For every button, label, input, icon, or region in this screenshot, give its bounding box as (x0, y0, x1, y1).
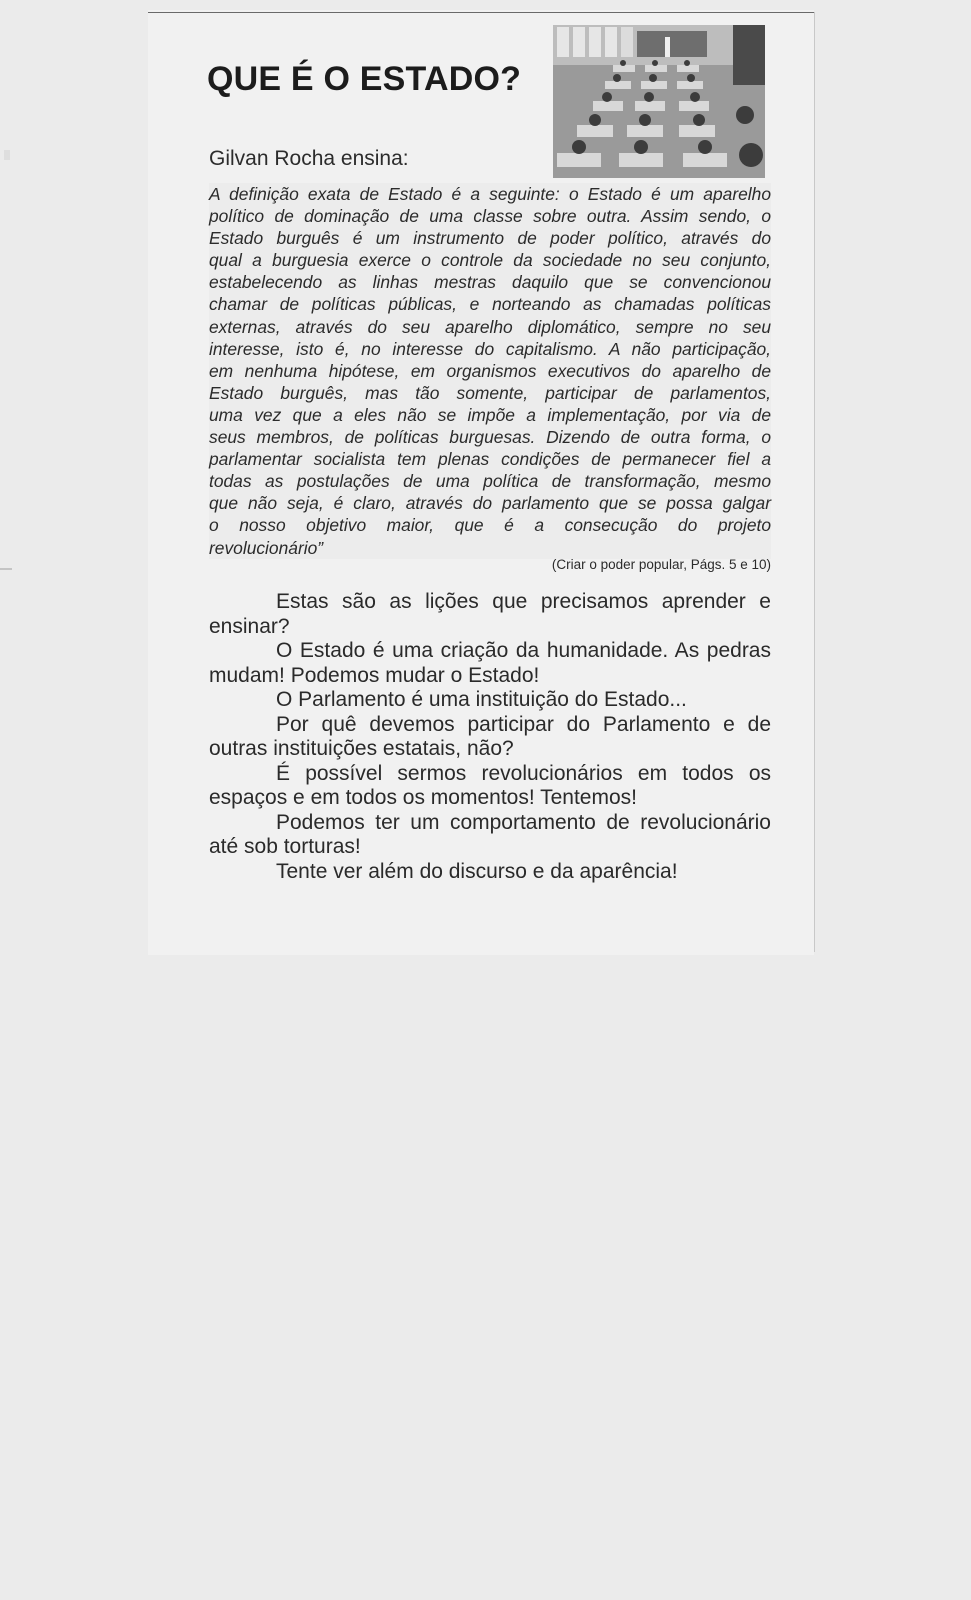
paragraph: Podemos ter um comportamento de revolucionário até sob torturas! (209, 810, 771, 858)
paragraph: Tente ver além do discurso e da aparência! (276, 859, 678, 883)
author-intro: Gilvan Rocha ensina: (209, 147, 409, 170)
scan-mark (0, 568, 12, 570)
quote-line: em nenhuma hipótese, em organismos executivos do aparelho de (209, 360, 771, 381)
quotation (209, 183, 771, 559)
page-right-edge (814, 12, 815, 952)
quote-line: externas, através do seu aparelho diplomático, sempre no seu (209, 316, 771, 337)
quote-line: Estado burguês, mas tão somente, participar de parlamentos, (209, 382, 771, 403)
quote-line: qual a burguesia exerce o controle da sociedade no seu conjunto, (209, 250, 771, 271)
quote-line: revolucionário” (209, 537, 324, 558)
quote-line: que não seja, é claro, através do parlamento que se possa galgar (209, 493, 771, 514)
quote-line: Estado burguês é um instrumento de poder político, através do (209, 228, 771, 249)
body-text (209, 590, 771, 884)
paragraph: O Parlamento é uma instituição do Estado... (276, 688, 687, 711)
quote-line: A definição exata de Estado é a seguinte: o Estado é um aparelho (209, 184, 771, 204)
quote-line: chamar de políticas públicas, e norteando as chamadas políticas (209, 294, 771, 315)
page-title: QUE É O ESTADO? (207, 60, 522, 98)
paragraph: É possível sermos revolucionários em todos os espaços e em todos os momentos! Tentemos! (209, 761, 771, 809)
quote-line: todas as postulações de uma política de transformação, mesmo (209, 471, 771, 492)
paragraph: Estas são as lições que precisamos aprender e ensinar? (209, 590, 771, 638)
paragraph: O Estado é uma criação da humanidade. As pedras mudam! Podemos mudar o Estado! (209, 639, 771, 687)
scan-mark (4, 150, 10, 160)
quote-line: parlamentar socialista tem plenas condições de permanecer fiel a (209, 449, 771, 470)
quote-line: político de dominação de uma classe sobre outra. Assim sendo, o (209, 206, 771, 227)
classroom-photo (553, 25, 765, 178)
quote-line: o nosso objetivo maior, que é a consecução do projeto (209, 515, 771, 536)
quote-line: uma vez que a eles não se impõe a implementação, por via de (209, 404, 771, 425)
quote-line: estabelecendo as linhas mestras daquilo que se convencionou (209, 272, 771, 293)
quote-line: interesse, isto é, no interesse do capitalismo. A não participação, (209, 338, 771, 359)
page-top-edge (148, 12, 814, 13)
paragraph: Por quê devemos participar do Parlamento e de outras instituições estatais, não? (209, 712, 771, 760)
citation: (Criar o poder popular, Págs. 5 e 10) (551, 557, 771, 572)
quote-line: seus membros, de políticas burguesas. Dizendo de outra forma, o (209, 427, 771, 448)
